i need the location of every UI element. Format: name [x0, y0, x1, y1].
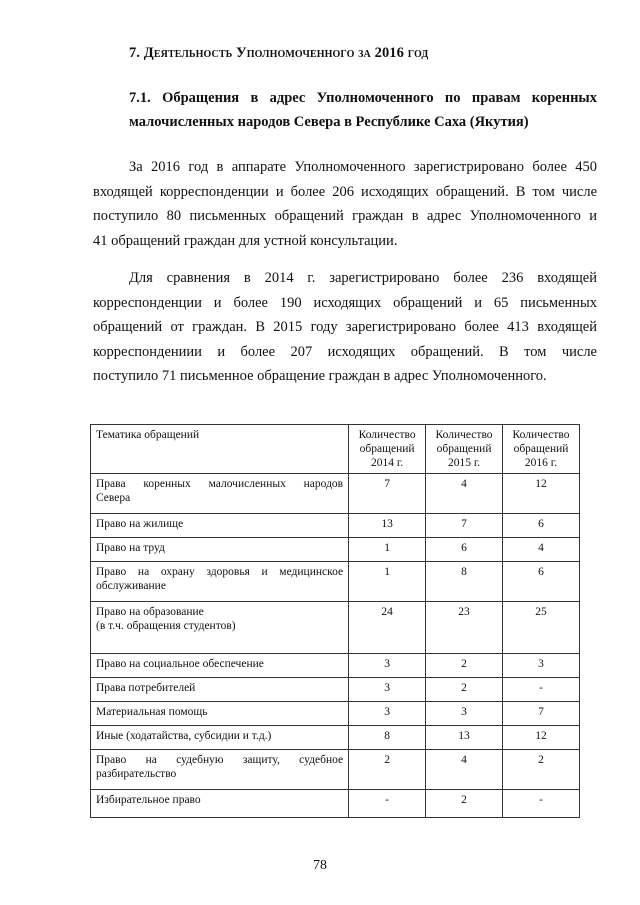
row-theme-line-2: (в т.ч. обращения студентов) — [96, 620, 236, 632]
row-value-2015: 6 — [426, 538, 503, 562]
row-value-2014: 8 — [349, 726, 426, 750]
row-theme: Право на труд — [91, 538, 349, 562]
section-title-line-2: малочисленных народов Севера в Республике Саха (Якутия) — [129, 114, 529, 130]
paragraph-line: Для сравнения в 2014 г. зарегистрировано более 236 входящей — [129, 270, 597, 286]
row-value-2015: 2 — [426, 678, 503, 702]
row-value-2015: 8 — [426, 562, 503, 602]
header-2016-line: обращений — [513, 443, 569, 455]
row-theme-line-1: Права коренных малочисленных народов — [96, 478, 344, 490]
table-row — [91, 678, 580, 702]
table-row — [91, 602, 580, 654]
row-value-2014: 1 — [349, 538, 426, 562]
paragraph-line: корреспондениии и более 207 исходящих обращений. В том числе — [93, 343, 597, 360]
paragraph-line: поступило 71 письменное обращение граждан в адрес Уполномоченного. — [93, 368, 547, 384]
row-value-2014: 3 — [349, 702, 426, 726]
row-value-2015: 2 — [426, 790, 503, 818]
header-2016-line: Количество — [512, 429, 570, 441]
table-row — [91, 514, 580, 538]
table-row — [91, 790, 580, 818]
row-value-2016: 3 — [503, 654, 580, 678]
row-value-2016: 12 — [503, 474, 580, 514]
table-row — [91, 750, 580, 790]
table-row — [91, 654, 580, 678]
header-2014-line: 2014 г. — [371, 457, 404, 469]
table-row — [91, 474, 580, 514]
row-value-2016: 25 — [503, 602, 580, 654]
row-theme-line-2: Севера — [96, 492, 131, 504]
row-value-2016: 7 — [503, 702, 580, 726]
row-value-2015: 4 — [426, 474, 503, 514]
row-value-2015: 3 — [426, 702, 503, 726]
row-value-2014: 24 — [349, 602, 426, 654]
row-value-2016: - — [503, 790, 580, 818]
table-row — [91, 726, 580, 750]
row-theme — [91, 562, 349, 602]
paragraph-line: поступило 80 письменных обращений граждан в адрес Уполномоченного и — [93, 208, 597, 224]
row-value-2014: 2 — [349, 750, 426, 790]
row-value-2014: 1 — [349, 562, 426, 602]
row-theme: Избирательное право — [91, 790, 349, 818]
row-theme — [91, 474, 349, 514]
header-theme: Тематика обращений — [91, 425, 349, 474]
row-value-2016: 6 — [503, 514, 580, 538]
header-2014 — [349, 425, 426, 474]
page-number: 78 — [313, 858, 327, 873]
row-value-2016: 4 — [503, 538, 580, 562]
row-value-2016: 2 — [503, 750, 580, 790]
table-row — [91, 538, 580, 562]
row-theme — [91, 750, 349, 790]
table-header-row — [91, 425, 580, 474]
header-2016-line: 2016 г. — [524, 457, 558, 469]
row-value-2014: - — [349, 790, 426, 818]
paragraph-line: входящей корреспонденции и более 206 исходящих обращений. В том числе — [93, 183, 597, 200]
row-theme: Права потребителей — [91, 678, 349, 702]
row-theme: Иные (ходатайства, субсидии и т.д.) — [91, 726, 349, 750]
row-value-2016: 12 — [503, 726, 580, 750]
header-2015 — [426, 425, 503, 474]
row-theme: Право на социальное обеспечение — [91, 654, 349, 678]
row-value-2014: 3 — [349, 654, 426, 678]
row-value-2014: 3 — [349, 678, 426, 702]
row-theme — [91, 602, 349, 654]
header-2014-line: Количество — [358, 429, 416, 441]
row-value-2014: 13 — [349, 514, 426, 538]
row-theme: Материальная помощь — [91, 702, 349, 726]
row-value-2015: 7 — [426, 514, 503, 538]
chapter-title-text: 7. Деятельность Уполномоченного за 2016 год — [129, 45, 429, 61]
paragraph-2 — [93, 266, 597, 389]
row-theme-line-2: разбирательство — [96, 768, 177, 780]
header-2015-line: Количество — [435, 429, 493, 441]
row-theme: Право на жилище — [91, 514, 349, 538]
row-value-2015: 4 — [426, 750, 503, 790]
table-row — [91, 562, 580, 602]
header-2014-line: обращений — [359, 443, 415, 455]
paragraph-line: корреспонденции и более 190 исходящих обращений и 65 письменных — [93, 294, 597, 311]
row-value-2016: 6 — [503, 562, 580, 602]
row-theme-line-2: обслуживание — [96, 580, 166, 592]
row-theme-line-1: Право на судебную защиту, судебное — [96, 754, 344, 766]
chapter-title — [129, 45, 428, 62]
paragraph-line: За 2016 год в аппарате Уполномоченного зарегистрировано более 450 — [129, 159, 597, 175]
row-theme-line-1: Право на образование — [96, 606, 204, 618]
row-value-2014: 7 — [349, 474, 426, 514]
row-value-2015: 23 — [426, 602, 503, 654]
row-value-2015: 13 — [426, 726, 503, 750]
header-2015-line: обращений — [436, 443, 492, 455]
paragraph-1 — [93, 155, 597, 253]
row-value-2015: 2 — [426, 654, 503, 678]
header-2015-line: 2015 г. — [447, 457, 481, 469]
row-value-2016: - — [503, 678, 580, 702]
row-theme-line-1: Право на охрану здоровья и медицинское — [96, 566, 344, 578]
table-row — [91, 702, 580, 726]
paragraph-line: обращений от граждан. В 2015 году зарегистрировано более 413 входящей — [93, 319, 597, 335]
section-title-line-1: 7.1. Обращения в адрес Уполномоченного по правам коренных — [129, 90, 597, 106]
section-title — [129, 86, 597, 134]
paragraph-line: 41 обращений граждан для устной консультации. — [93, 232, 398, 249]
header-2016 — [503, 425, 580, 474]
appeals-table — [90, 424, 580, 818]
